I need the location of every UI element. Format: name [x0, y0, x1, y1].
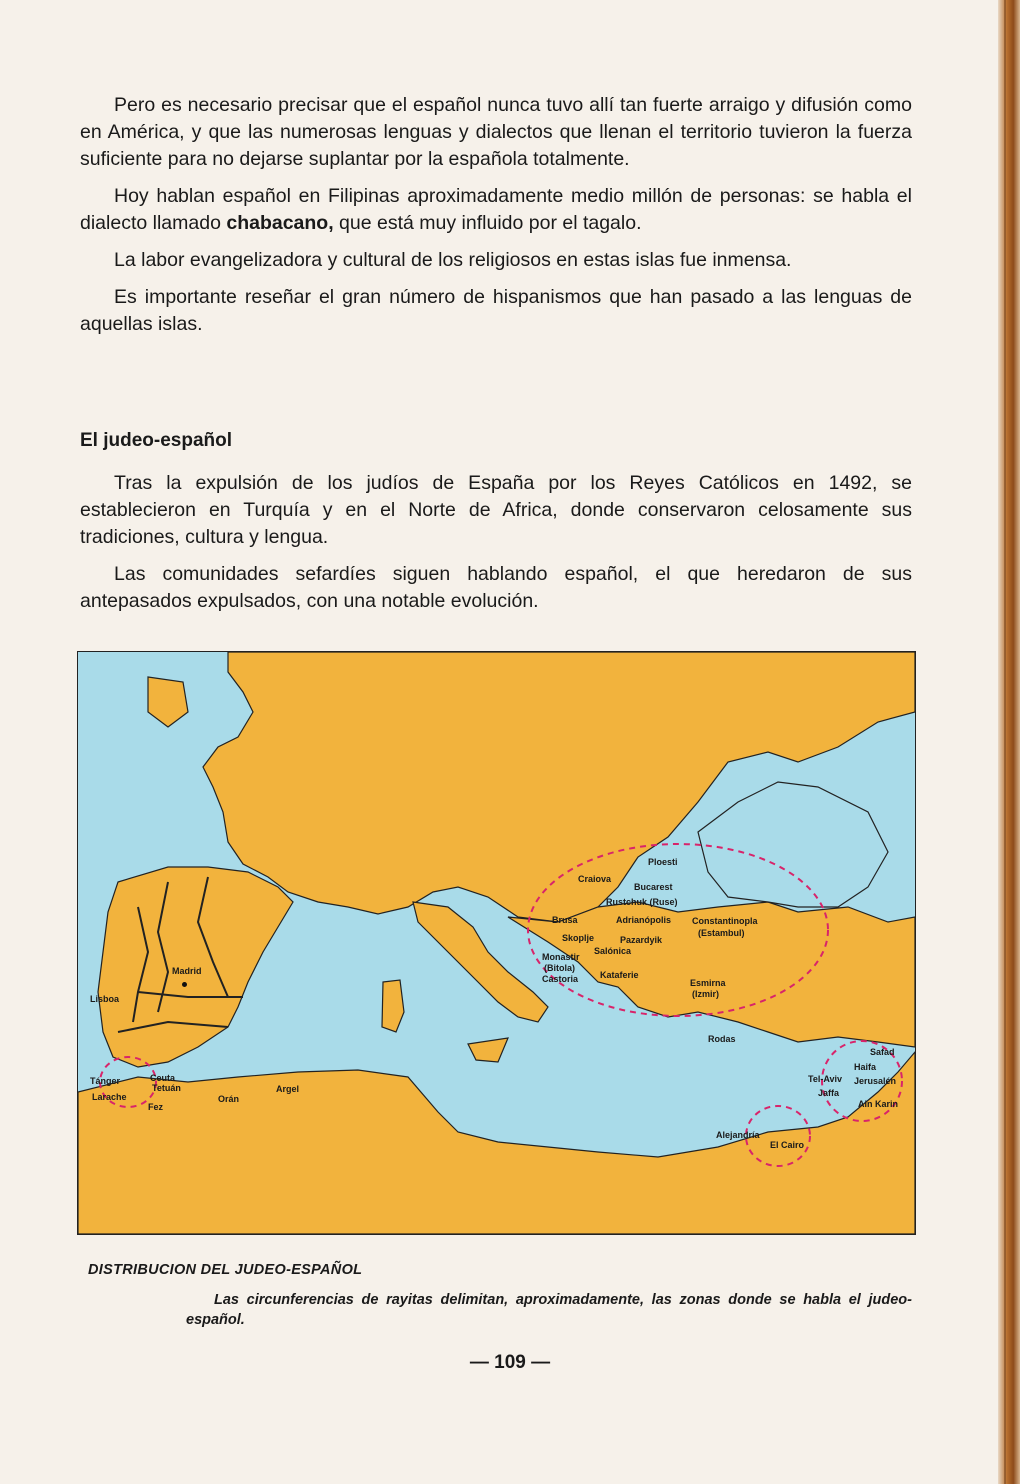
- label-brusa: Brusa: [552, 915, 578, 925]
- caption-text: Las circunferencias de rayitas delimitan, aproximadamente, las zonas donde se habla el judeo-español.: [186, 1292, 912, 1328]
- label-bitola: (Bitola): [544, 963, 575, 973]
- label-constantinopla: Constantinopla: [692, 916, 758, 926]
- paragraph-4: Es importante reseñar el gran número de hispanismos que han pasado a las lenguas de aquellas islas.: [80, 286, 912, 335]
- madrid-dot: [182, 982, 187, 987]
- label-rustchuk: Rustchuk (Ruse): [606, 897, 678, 907]
- label-bucarest: Bucarest: [634, 882, 673, 892]
- label-ceuta: Ceuta: [150, 1073, 176, 1083]
- label-kataferie: Kataferie: [600, 970, 639, 980]
- label-elcairo: El Cairo: [770, 1140, 805, 1150]
- label-ainkarin: Ain Karin: [858, 1099, 899, 1109]
- label-oran: Orán: [218, 1094, 240, 1104]
- section-heading: El judeo-español: [80, 430, 233, 451]
- label-argel: Argel: [276, 1084, 300, 1094]
- paragraph-1: Pero es necesario precisar que el español nunca tuvo allí tan fuerte arraigo y difusión como en América, y que las numerosas lenguas y dialectos que llenan el territorio tuvieron la fuerza suficiente para no dejarse suplantar por la española totalmente.: [80, 94, 912, 170]
- label-larache: Larache: [92, 1092, 127, 1102]
- bottom-text: [80, 470, 912, 625]
- label-safad: Safad: [870, 1047, 895, 1057]
- page-edge: [998, 0, 1020, 1484]
- label-esmirna: Esmirna: [690, 978, 726, 988]
- top-text: [80, 92, 912, 348]
- label-monastir: Monastir: [542, 952, 580, 962]
- page-edge-line: [1004, 0, 1006, 1484]
- paragraph-6: Las comunidades sefardíes siguen hablando español, el que heredaron de sus antepasados expulsados, con una notable evolución.: [80, 563, 912, 612]
- label-adrianopolis: Adrianópolis: [616, 915, 672, 925]
- map-judeo-espanol: [77, 651, 916, 1235]
- label-rodas: Rodas: [708, 1034, 736, 1044]
- label-jaffa: Jaffa: [818, 1088, 840, 1098]
- label-haifa: Haifa: [854, 1062, 877, 1072]
- label-alejandria: Alejandría: [716, 1130, 760, 1140]
- paragraph-2-start: Hoy hablan español en Filipinas aproximadamente medio millón de personas: se habla el dialecto llamado: [80, 185, 912, 234]
- paragraph-3: La labor evangelizadora y cultural de los religiosos en estas islas fue inmensa.: [114, 249, 792, 271]
- label-tetuan: Tetuán: [152, 1083, 181, 1093]
- label-madrid: Madrid: [172, 966, 202, 976]
- label-pazardyik: Pazardyik: [620, 935, 663, 945]
- label-jerusalen: Jerusalén: [854, 1076, 897, 1086]
- paragraph-2: [80, 183, 912, 237]
- label-craiova: Craiova: [578, 874, 612, 884]
- label-lisboa: Lisboa: [90, 994, 120, 1004]
- page-number: — 109 —: [469, 1352, 551, 1373]
- caption-title: DISTRIBUCION DEL JUDEO-ESPAÑOL: [88, 1262, 363, 1278]
- label-estambul: (Estambul): [698, 928, 745, 938]
- label-castoria: Castoria: [542, 974, 579, 984]
- paragraph-5: Tras la expulsión de los judíos de España por los Reyes Católicos en 1492, se establecieron en Turquía y en el Norte de Africa, donde conservaron celosamente sus tradiciones, cultura y lengua.: [80, 472, 912, 548]
- label-fez: Fez: [148, 1102, 164, 1112]
- label-tanger: Tánger: [90, 1076, 121, 1086]
- label-izmir: (Izmir): [692, 989, 719, 999]
- label-telaviv: Tel-Aviv: [808, 1074, 843, 1084]
- paragraph-2-end: que está muy influido por el tagalo.: [333, 212, 642, 234]
- chabacano-term: chabacano,: [226, 212, 334, 234]
- label-skoplje: Skoplje: [562, 933, 595, 943]
- label-salonica: Salónica: [594, 946, 632, 956]
- label-ploesti: Ploesti: [648, 857, 678, 867]
